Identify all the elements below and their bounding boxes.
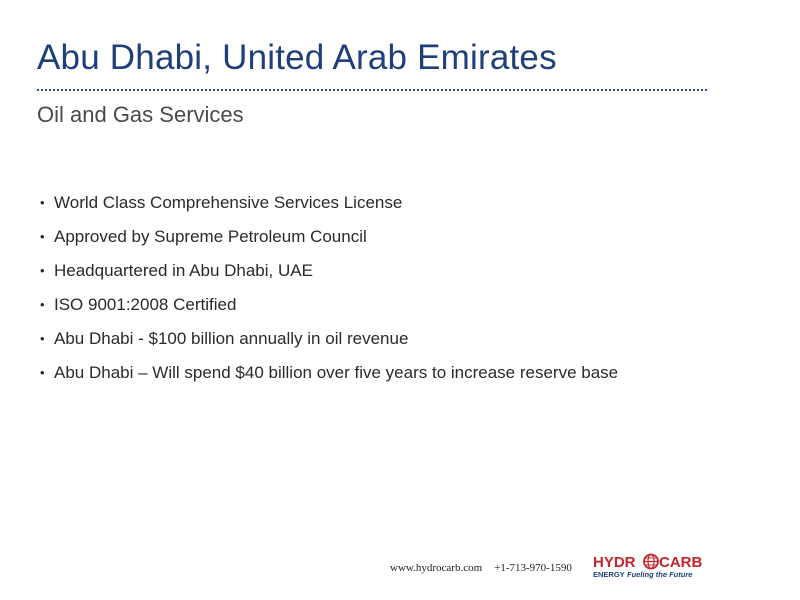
bullet-text: Headquartered in Abu Dhabi, UAE (54, 261, 313, 280)
bullet-item (40, 356, 640, 390)
bullet-item (40, 254, 640, 288)
globe-icon (644, 555, 658, 569)
bullet-text: Abu Dhabi – Will spend $40 billion over five years to increase reserve base (54, 363, 619, 382)
bullet-text: Approved by Supreme Petroleum Council (54, 227, 367, 246)
bullet-text: World Class Comprehensive Services License (54, 193, 403, 212)
slide-title: Abu Dhabi, United Arab Emirates (37, 38, 557, 77)
bullet-item (40, 186, 640, 220)
bullet-text: Abu Dhabi - $100 billion annually in oil revenue (54, 329, 409, 348)
bullet-dot-icon: • (40, 365, 45, 380)
footer-phone: +1-713-970-1590 (494, 562, 572, 574)
bullet-dot-icon: • (40, 297, 45, 312)
bullet-item (40, 220, 640, 254)
bullet-dot-icon: • (40, 263, 45, 278)
bullet-list (40, 186, 640, 390)
logo-tagline: Fueling the Future (627, 570, 693, 579)
title-divider (37, 89, 707, 91)
slide-subtitle: Oil and Gas Services (37, 102, 244, 127)
footer-website-link[interactable]: www.hydrocarb.com (390, 562, 483, 574)
bullet-dot-icon: • (40, 331, 45, 346)
bullet-text: ISO 9001:2008 Certified (54, 295, 237, 314)
company-logo (593, 552, 703, 580)
bullet-item (40, 322, 640, 356)
logo-energy-label: ENERGY (593, 570, 625, 579)
bullet-dot-icon: • (40, 195, 45, 210)
bullet-dot-icon: • (40, 229, 45, 244)
logo-word-right: CARB (659, 554, 703, 571)
logo-word-left: HYDR (593, 554, 636, 571)
footer-contact (390, 561, 572, 575)
bullet-item (40, 288, 640, 322)
